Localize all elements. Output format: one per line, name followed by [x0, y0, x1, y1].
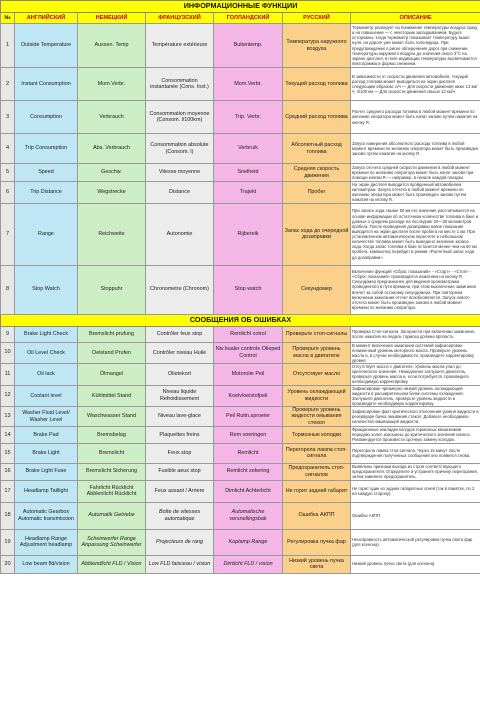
cell-german: Aussen. Temp: [78, 24, 146, 68]
cell-description: Фрикционные накладки колодок тормозных механизмов передних колес изношены до критического значения износа. Рекомендуется произвести срочную замену колодок.: [351, 427, 480, 443]
cell-german: Waschwasser Stand: [78, 407, 146, 427]
cell-russian: Отсутствует масло: [283, 364, 351, 386]
cell-russian: Средняя скорость движения: [283, 164, 351, 182]
cell-description: Отсутствует масло с двигателе. Уровень масла упал до критического значения. Немедленно заглушите двигатель, проверьте уровень масла и, если потребуется, произведите необходимую корректировку.: [351, 364, 480, 386]
cell-french: Feux assant / Arriere: [146, 480, 214, 502]
cell-english: Oil Level Check: [15, 342, 78, 364]
cell-russian: Предохранитель стоп-сигналов: [283, 463, 351, 480]
cell-french: Consommation instantanée (Cons. Inst.): [146, 68, 214, 101]
cell-description: Термометр реагирует на понижение температуры воздуха сразу, а на повышение — с некоторым запаздыванием. Будьте осторожны: когда термометр показывает температуру выше нуля, на дороге уже может быть гололедица. При предупреждении о риске обледенения дорог при снижении температуры наружного воздуха до значения около 3°C на экране дисплея, в поле индикации температуры высвечивается пиктограмма и формы снежинки.: [351, 24, 480, 68]
cell-french: Fusible aeux stop: [146, 463, 214, 480]
cell-german: Bremslicht Sicherung: [78, 463, 146, 480]
table-row: [1, 134, 480, 164]
cell-german: Kühlmittel Stand: [78, 385, 146, 407]
cell-french: Plaquettes freins: [146, 427, 214, 443]
cell-russian: Низкий уровень пучка света: [283, 555, 351, 573]
cell-russian: Температура наружного воздуха: [283, 24, 351, 68]
cell-english: Brake Light: [15, 443, 78, 463]
cell-french: Contrôler feux stop: [146, 326, 214, 342]
table-row: [1, 427, 480, 443]
cell-german: Automatik Getriebe: [78, 502, 146, 529]
cell-english: Trip Distance: [15, 182, 78, 204]
cell-russian: Секундомер: [283, 265, 351, 314]
header-english: АНГЛИЙСКИЙ: [15, 13, 78, 24]
row-number: 7: [1, 203, 15, 265]
row-number: 12: [1, 385, 15, 407]
table-row: [1, 203, 480, 265]
cell-description: Проверка Стоп-сигнала. Загорается при включении зажигания, после нажатия на педаль тормоза должна пропасть.: [351, 326, 480, 342]
cell-russian: Запас хода до очередной дозаправки: [283, 203, 351, 265]
cell-dutch: Peil Ruitn.sproeier: [214, 407, 283, 427]
cell-french: Chronometre (Chronom): [146, 265, 214, 314]
header-german: НЕМЕЦКИЙ: [78, 13, 146, 24]
table-row: [1, 101, 480, 134]
cell-german: Abs. Verbrauch: [78, 134, 146, 164]
cell-description: Выявлены признаки выхода из строя соответствующего предохранителя. Определите и устраните причину перегорания, затем замените предохранитель.: [351, 463, 480, 480]
cell-german: Scheinwerfer Range Anpassung Scheinwerfer: [78, 529, 146, 555]
cell-german: Abblendlicht FLD / Vision: [78, 555, 146, 573]
cell-russian: Регулировка пучка фар: [283, 529, 351, 555]
cell-french: Autonomie: [146, 203, 214, 265]
cell-english: Outside Temperature: [15, 24, 78, 68]
row-number: 13: [1, 407, 15, 427]
cell-german: Ölmangel: [78, 364, 146, 386]
cell-english: Brake Light Fuse: [15, 463, 78, 480]
cell-english: Brake Light Check: [15, 326, 78, 342]
cell-english: Speed: [15, 164, 78, 182]
cell-german: Mom.Verbr.: [78, 68, 146, 101]
cell-description: На экран дисплея выводится пройденный автомобилем километраж. Запуск отсчета в любой момент времени по желанию оператора может быть произведен заново путем нажатия на кнопку R.: [351, 182, 480, 204]
cell-dutch: Snelheid: [214, 164, 283, 182]
cell-german: Bremsbelag: [78, 427, 146, 443]
cell-french: Consommation absolute (Consom. l): [146, 134, 214, 164]
cell-dutch: Motorolie Peil: [214, 364, 283, 386]
row-number: 10: [1, 342, 15, 364]
table-row: [1, 443, 480, 463]
table-row: [1, 326, 480, 342]
header-num: №: [1, 13, 15, 24]
row-number: 11: [1, 364, 15, 386]
cell-english: Headlamp Taillight: [15, 480, 78, 502]
cell-german: Oelstand Prufen: [78, 342, 146, 364]
row-number: 15: [1, 443, 15, 463]
header-russian: РУССКИЙ: [283, 13, 351, 24]
cell-description: В зависимости от скорости движения автомобиля, текущий расход топлива может выводиться на экран дисплея следующим образом: л/ч — Для скорости движения ниже 13 км/ч; л/100 км — Для скорости движения свыше 13 км/ч.: [351, 68, 480, 101]
section-title-row: [1, 1, 480, 13]
section-title-errors: СООБЩЕНИЯ ОБ ОШИБКАХ: [1, 314, 480, 326]
cell-french: Boîte de vitesses automatique: [146, 502, 214, 529]
cell-dutch: Niv.hualer controle Olieped Control: [214, 342, 283, 364]
cell-description: Зафиксирован факт критического отклонения уровня жидкости в резервуаре бачка омывания стекол. Добавьте необходимое количество омывающей жидкости.: [351, 407, 480, 427]
cell-german: Wegstrecke: [78, 182, 146, 204]
cell-french: Température extérieure: [146, 24, 214, 68]
cell-russian: Абсолютный расход топлива: [283, 134, 351, 164]
cell-english: Low beam fld/vision: [15, 555, 78, 573]
table-row: [1, 265, 480, 314]
table-row: [1, 529, 480, 555]
cell-german: Verbrauch: [78, 101, 146, 134]
row-number: 3: [1, 101, 15, 134]
cell-russian: Проверьте уровень жидкости омывания стекол: [283, 407, 351, 427]
cell-english: Oil lack: [15, 364, 78, 386]
cell-german: Fahrlicht Rücklicht Abblenlicht Rücklicht: [78, 480, 146, 502]
row-number: 20: [1, 555, 15, 573]
table-row: [1, 364, 480, 386]
cell-english: Instant Consumption: [15, 68, 78, 101]
cell-description: Запуск отсчета средней скорости движения в любой момент времени по желанию оператора может быть начат заново при помощи кнопки R — например, в начале каждой поездки.: [351, 164, 480, 182]
table-row: [1, 407, 480, 427]
cell-dutch: Trajekt: [214, 182, 283, 204]
cell-german: Stoppuhr: [78, 265, 146, 314]
header-row: [1, 13, 480, 24]
cell-german: Bremslicht: [78, 443, 146, 463]
table-body: [1, 1, 480, 574]
cell-description: При запасе хода свыше 50 км его значение рассчитывается на основе информации об остаточном количестве топлива в баке и данных о среднем расходе на последние 20—30 километров пробега. После проведения дозаправки новое показание выводится на экран дисплея после пробега на месте 1 км. При установленном автоматическом пересчете и небольшом количестве топлива может быть выведено значение запаса хода. Когда запас топлива в баке останется менее чем на 50 км пробега, компьютер перейдет в режим «Расчетный запас хода до дозаправки».: [351, 203, 480, 265]
row-number: 16: [1, 463, 15, 480]
cell-dutch: Verbruik: [214, 134, 283, 164]
cell-description: Перегорела лампа стоп-сигнала. Через 15 минут после подтверждения полученных сообщений оно появится снова.: [351, 443, 480, 463]
cell-french: Consommation moyenne (Consom. l/100km): [146, 101, 214, 134]
header-description: ОПИСАНИЕ: [351, 13, 480, 24]
cell-russian: Текущий расход топлива: [283, 68, 351, 101]
cell-description: Низкий уровень пучка света (для ксенона).: [351, 555, 480, 573]
cell-dutch: Dimlicht Achterlicht: [214, 480, 283, 502]
cell-russian: Средний расход топлива: [283, 101, 351, 134]
cell-dutch: Remlicht cotrol: [214, 326, 283, 342]
cell-dutch: Trip. Verbr.: [214, 101, 283, 134]
table-row: [1, 182, 480, 204]
row-number: 1: [1, 24, 15, 68]
cell-russian: Проверьте уровень масла в двигателе: [283, 342, 351, 364]
table-row: [1, 385, 480, 407]
cell-german: Reichweite: [78, 203, 146, 265]
cell-english: Consumption: [15, 101, 78, 134]
cell-description: Запуск измерения абсолютного расхода топлива в любой момент времени по желанию оператора может быть произведен заново путем нажатия на кнопку R.: [351, 134, 480, 164]
cell-english: Automatic Gearbox Automatic transmission: [15, 502, 78, 529]
cell-english: Headlamp Range Adjustment headlamp: [15, 529, 78, 555]
cell-description: Ошибка АКПП.: [351, 502, 480, 529]
row-number: 14: [1, 427, 15, 443]
cell-russian: Тормозные колодки: [283, 427, 351, 443]
cell-russian: Не горит задний габарит: [283, 480, 351, 502]
cell-dutch: Buitentemp.: [214, 24, 283, 68]
row-number: 17: [1, 480, 15, 502]
cell-english: Range: [15, 203, 78, 265]
cell-description: Не горит один из задних габаритных огней (так в памятке, по 2 на каждую сторону).: [351, 480, 480, 502]
row-number: 4: [1, 134, 15, 164]
cell-french: Projecteurs de rang: [146, 529, 214, 555]
header-dutch: ГОЛЛАНДСКИЙ: [214, 13, 283, 24]
cell-dutch: Rem voeringen: [214, 427, 283, 443]
section-title-row: [1, 314, 480, 326]
table-row: [1, 68, 480, 101]
section-title-info: ИНФОРМАЦИОННЫЕ ФУНКЦИИ: [1, 1, 480, 13]
row-number: 19: [1, 529, 15, 555]
row-number: 18: [1, 502, 15, 529]
cell-description: Расчет среднего расхода топлива в любой момент времени по желанию оператора может быть начат заново путем нажатия на кнопку R.: [351, 101, 480, 134]
table-row: [1, 502, 480, 529]
cell-dutch: Mom.Verbr.: [214, 68, 283, 101]
cell-description: Зафиксирован чрезмерно низкий уровень охлаждающей жидкости в расширительном бачке системы охлаждения. Заглушите двигатель, проверьте уровень жидкости и произведите необходимую корректировку.: [351, 385, 480, 407]
cell-french: Olietekort: [146, 364, 214, 386]
cell-english: Trip Consumption: [15, 134, 78, 164]
row-number: 9: [1, 326, 15, 342]
row-number: 8: [1, 265, 15, 314]
cell-german: Bremslicht prufung: [78, 326, 146, 342]
cell-dutch: Automatische versnellingsbak: [214, 502, 283, 529]
cell-french: Distance: [146, 182, 214, 204]
cell-description: Неисправность автоматической регулировки пучка света фар (для ксенона).: [351, 529, 480, 555]
cell-russian: Пробег: [283, 182, 351, 204]
cell-dutch: Koplamp Range: [214, 529, 283, 555]
cell-french: Niveau liquide Refroidissement: [146, 385, 214, 407]
cell-english: Coolant level: [15, 385, 78, 407]
cell-description: В момент включения зажигания системой зафиксирован пониженный уровень моторного масла. Проверьте уровень масла и, в случае необходимости, произведите корректировку уровня.: [351, 342, 480, 364]
row-number: 2: [1, 68, 15, 101]
cell-dutch: Rijbereik: [214, 203, 283, 265]
cell-french: Feux stop: [146, 443, 214, 463]
table-row: [1, 480, 480, 502]
cell-english: Washer Fluid Level/ Washer Level: [15, 407, 78, 427]
cell-german: Geschw.: [78, 164, 146, 182]
table-row: [1, 342, 480, 364]
cell-english: Brake Pad: [15, 427, 78, 443]
table-row: [1, 463, 480, 480]
cell-russian: Уровень охлаждающей жидкости: [283, 385, 351, 407]
table-row: [1, 24, 480, 68]
cell-french: Niveau lave-glace: [146, 407, 214, 427]
cell-russian: Проверьте стоп-сигналы: [283, 326, 351, 342]
row-number: 5: [1, 164, 15, 182]
cell-dutch: Koelvloeistofpeil: [214, 385, 283, 407]
cell-russian: Перегорела лампа стоп-сигнала: [283, 443, 351, 463]
cell-russian: Ошибка АКПП: [283, 502, 351, 529]
table-row: [1, 555, 480, 573]
cell-french: Contrôler niveau Huile: [146, 342, 214, 364]
cell-dutch: Remlicht zekering: [214, 463, 283, 480]
header-french: ФРАНЦУЗСКИЙ: [146, 13, 214, 24]
table-row: [1, 164, 480, 182]
cell-dutch: Stop watch: [214, 265, 283, 314]
cell-dutch: Remlicht: [214, 443, 283, 463]
cell-french: Vitesse moyenne: [146, 164, 214, 182]
row-number: 6: [1, 182, 15, 204]
cell-description: Включение функций «Сброс показаний» - «Старт» - «Стоп» - «Сброс показаний» производится нажатием на кнопку R. Секундомер предназначен для ведения хронометража проведенного в пути времени, при этом выключение зажигания влечет за собой остановку секундомера. При повторном включении зажигания отсчет возобновляется. Запуск нового отсчета может быть произведен заново в любой момент времени по желанию оператора.: [351, 265, 480, 314]
cell-english: Stop Watch: [15, 265, 78, 314]
cell-french: Low FLD faisceau / vision: [146, 555, 214, 573]
cell-dutch: Dimlicht FLD / vision: [214, 555, 283, 573]
